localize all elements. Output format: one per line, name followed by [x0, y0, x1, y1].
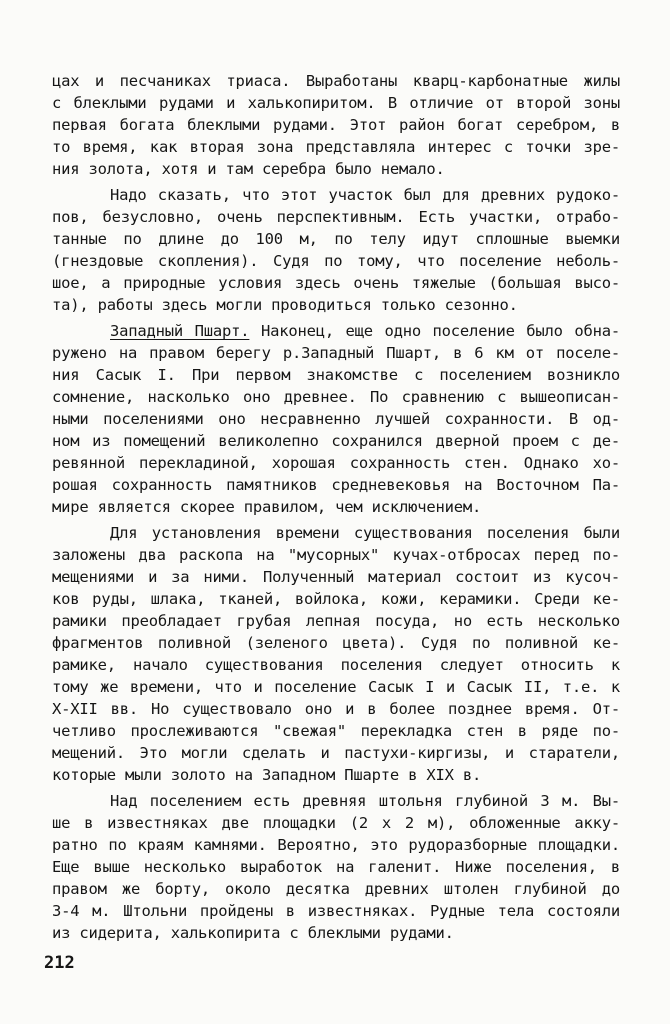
text-line: заложены два раскопа на "мусорных" кучах-отбросах перед по- [52, 546, 620, 564]
text-line: та), работы здесь могли проводиться только сезонно. [52, 296, 518, 314]
text-line: Наконец, еще одно поселение было обна- [260, 322, 620, 340]
text-line: Еще выше несколько выработок на галенит. Ниже поселения, в [52, 858, 620, 876]
text-line: правом же борту, около десятка древних штолен глубиной до [52, 880, 620, 898]
text-line: ния Сасык I. При первом знакомстве с поселением возникло [52, 366, 620, 384]
text-line: с блеклыми рудами и халькопиритом. В отличие от второй зоны [52, 94, 620, 112]
text-line: ном из помещений великолепно сохранился дверной проем с де- [52, 432, 620, 450]
text-line: пов, безусловно, очень перспективным. Есть участки, отрабо- [52, 208, 620, 226]
text-line: ратно по краям камнями. Вероятно, это рудоразборные площадки. [52, 836, 620, 854]
text-line: ными поселениями оно несравненно лучшей сохранности. В од- [52, 410, 620, 428]
text-line: танные по длине до 100 м, по телу идут сплошные выемки [52, 230, 620, 248]
text-line: из сидерита, халькопирита с блеклыми рудами. [52, 924, 454, 942]
text-line: шое, а природные условия здесь очень тяжелые (большая высо- [52, 274, 620, 292]
page-number: 212 [44, 953, 75, 973]
text-line: (гнездовые скопления). Судя по тому, что поселение неболь- [52, 252, 620, 270]
text-line: ружено на правом берегу р.Западный Пшарт, в 6 км от поселе- [52, 344, 620, 362]
text-line: которые мыли золото на Западном Пшарте в XIX в. [52, 766, 482, 784]
text-line: цах и песчаниках триаса. Выработаны кварц-карбонатные жилы [52, 72, 620, 90]
text-line: мире является скорее правилом, чем исключением. [52, 498, 482, 516]
text-line: ше в известняках две площадки (2 х 2 м), обложенные акку- [52, 814, 620, 832]
text-line: рамике, начало существования поселения следует относить к [52, 656, 620, 674]
text-line: мещениями и за ними. Полученный материал состоит из кусоч- [52, 568, 620, 586]
text-line: рамики преобладает грубая лепная посуда, но есть несколько [52, 612, 620, 630]
text-line: первая богата блеклыми рудами. Этот район богат серебром, в [52, 116, 620, 134]
text-line: ния золота, хотя и там серебра было немало. [52, 160, 445, 178]
text-line: Для установления времени существования поселения были [110, 524, 620, 542]
text-line: тому же времени, что и поселение Сасык I и Сасык II, т.е. к [52, 678, 620, 696]
text-line: фрагментов поливной (зеленого цвета). Судя по поливной ке- [52, 634, 620, 652]
text-line: X-XII вв. Но существовало оно и в более позднее время. От- [52, 700, 620, 718]
text-line: 3-4 м. Штольни пройдены в известняках. Рудные тела состояли [52, 902, 620, 920]
text-line: ревянной перекладиной, хорошая сохранность стен. Однако хо- [52, 454, 620, 472]
text-line: мещений. Это могли сделать и пастухи-киргизы, и старатели, [52, 744, 620, 762]
text-line: четливо прослеживаются "свежая" перекладка стен в ряде по- [52, 722, 620, 740]
text-line: то время, как вторая зона представляла интерес с точки зре- [52, 138, 620, 156]
text-line: сомнение, насколько оно древнее. По сравнению с вышеописан- [52, 388, 620, 406]
text-line: ков руды, шлака, тканей, войлока, кожи, керамики. Среди ке- [52, 590, 620, 608]
text-line: Над поселением есть древняя штольня глубиной 3 м. Вы- [110, 792, 620, 810]
section-heading-line [110, 320, 620, 342]
section-heading: Западный Пшарт. [110, 322, 250, 340]
text-line: рошая сохранность памятников средневековья на Восточном Па- [52, 476, 620, 494]
text-line: Надо сказать, что этот участок был для древних рудоко- [110, 186, 620, 204]
